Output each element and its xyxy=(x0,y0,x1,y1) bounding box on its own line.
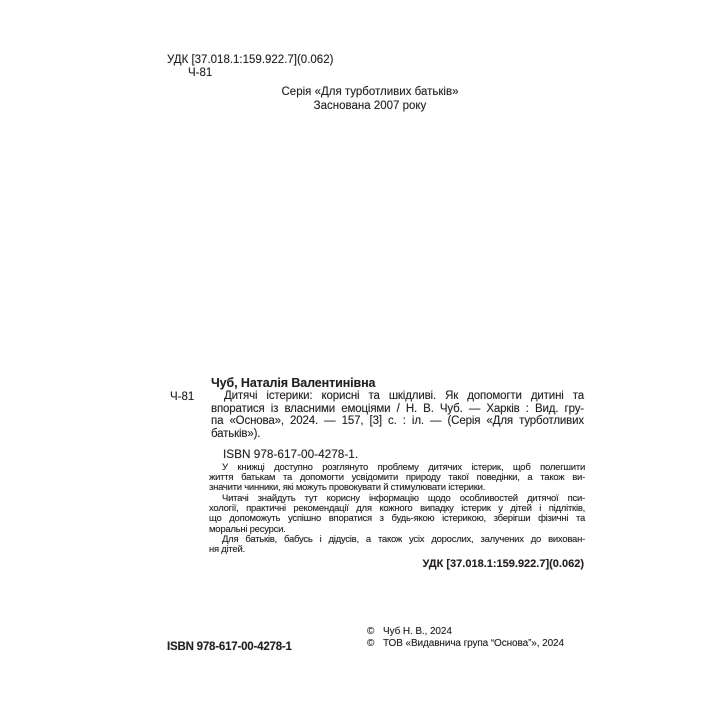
text-line: значити чинники, які можуть провокувати й стимулювати істерики. xyxy=(209,482,486,494)
copyright-symbol: © xyxy=(367,626,375,637)
footer-isbn: ISBN 978-617-00-4278-1 xyxy=(167,641,292,653)
copyright-block xyxy=(367,626,564,651)
text-line: па «Основа», 2024. — 157, [3] с. : іл. — (Серія «Для турботливих xyxy=(211,415,584,428)
udc-classification-top: УДК [37.018.1:159.922.7](0.062) xyxy=(167,54,334,66)
annotation-paragraph-1 xyxy=(209,463,585,494)
author-sign-code-top: Ч-81 xyxy=(188,67,213,79)
udc-classification-bottom: УДК [37.018.1:159.922.7](0.062) xyxy=(422,558,584,571)
series-block xyxy=(20,85,720,113)
annotation-paragraph-2 xyxy=(209,494,585,535)
text-line: Читачі знайдуть тут корисну інформацію щодо особливостей дитячої пси- xyxy=(222,492,585,504)
copyright-symbol: © xyxy=(367,638,375,650)
text-line: життя батькам та допомогти усвідомити природу такої поведінки, а також ви- xyxy=(209,472,585,484)
text-line: що допоможуть успішно впоратися з будь-якою істерикою, зберігши фізичні та xyxy=(209,513,585,525)
author-heading: Чуб, Наталія Валентинівна xyxy=(211,376,376,390)
text-line: ня дітей. xyxy=(209,544,245,556)
text-line: впоратися із власними емоціями / Н. В. Чуб. — Харків : Вид. гру- xyxy=(211,402,584,415)
bibliographic-description xyxy=(211,390,584,441)
series-title: Серія «Для турботливих батьків» xyxy=(281,86,459,98)
annotation-paragraph-3 xyxy=(209,535,585,556)
text-line: моральні ресурси. xyxy=(209,523,286,535)
copyright-holder-publisher: ТОВ «Видавнича група “Основа”», 2024 xyxy=(383,638,564,650)
text-line: Дитячі істерики: корисні та шкідливі. Як допомогти дитині та xyxy=(224,390,584,402)
text-line: батьків»). xyxy=(211,428,261,441)
text-line: У книжці доступно розглянуто проблему дитячих істерик, щоб полегшити xyxy=(222,461,585,473)
series-founded: Заснована 2007 року xyxy=(313,100,427,112)
copyright-holder-author: Чуб Н. В., 2024 xyxy=(383,626,452,637)
catalog-card xyxy=(170,376,585,571)
isbn-line: ISBN 978-617-00-4278-1. xyxy=(223,446,359,461)
catalog-author-code: Ч-81 xyxy=(170,391,195,403)
text-line: хології, практичні рекомендації для кожного випадку істерик у дітей і підлітків, xyxy=(209,503,585,514)
copyright-line-publisher xyxy=(367,638,564,650)
copyright-line-author xyxy=(367,626,564,638)
text-line: Для батьків, бабусь і дідусів, а також усіх дорослих, залучених до вихован- xyxy=(222,533,585,545)
